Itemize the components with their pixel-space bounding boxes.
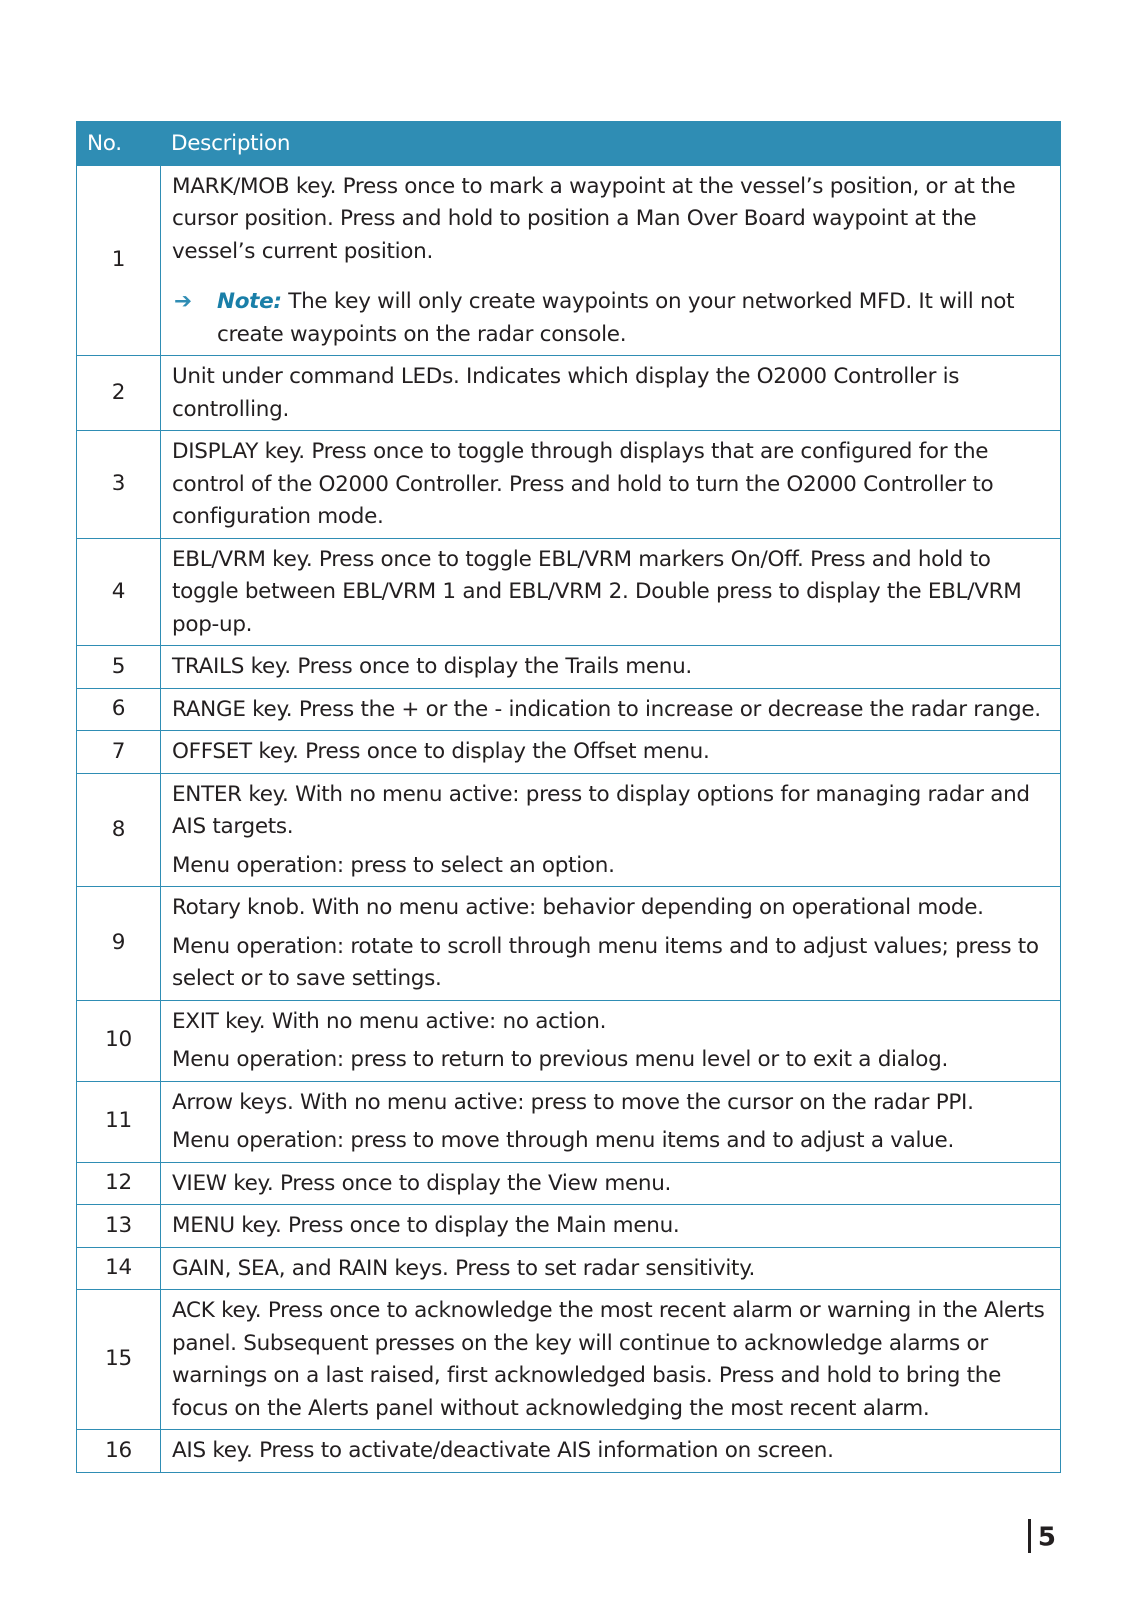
row-number: 9 — [77, 887, 161, 1001]
table-row — [77, 1081, 1061, 1162]
description-text: Menu operation: press to select an option. — [172, 852, 615, 878]
description-text: OFFSET key. Press once to display the Offset menu. — [172, 739, 710, 764]
row-description — [161, 1000, 1061, 1081]
description-text: ENTER key. With no menu active: press to display options for managing radar and AIS targets. — [172, 781, 1030, 839]
table-row — [77, 165, 1061, 356]
page-number — [1028, 1521, 1056, 1555]
row-description — [161, 731, 1061, 774]
row-number: 11 — [77, 1081, 161, 1162]
row-description — [161, 1162, 1061, 1205]
table-row — [77, 431, 1061, 539]
row-number: 5 — [77, 646, 161, 689]
row-number: 3 — [77, 431, 161, 539]
note — [172, 286, 1050, 351]
description-text: AIS key. Press to activate/deactivate AIS information on screen. — [172, 1438, 834, 1463]
row-description — [161, 1430, 1061, 1473]
page-number-text: 5 — [1037, 1522, 1056, 1553]
row-number: 16 — [77, 1430, 161, 1473]
description-text: MARK/MOB key. Press once to mark a waypoint at the vessel’s position, or at the cursor position. Press and hold to position a Man Over Board waypoint at the vessel’s current position. — [172, 173, 1016, 264]
row-description — [161, 646, 1061, 689]
description-text: Unit under command LEDs. Indicates which display the O2000 Controller is controlling. — [172, 364, 960, 422]
row-description — [161, 773, 1061, 887]
row-description — [161, 1081, 1061, 1162]
row-number: 14 — [77, 1247, 161, 1290]
row-number: 15 — [77, 1290, 161, 1430]
description-text: Arrow keys. With no menu active: press to move the cursor on the radar PPI. — [172, 1089, 974, 1115]
table-row — [77, 356, 1061, 431]
description-text: EXIT key. With no menu active: no action. — [172, 1008, 607, 1034]
table-header-row — [77, 122, 1061, 166]
row-description — [161, 887, 1061, 1001]
arrow-right-icon: ➔ — [174, 289, 192, 314]
description-text: VIEW key. Press once to display the View menu. — [172, 1170, 672, 1196]
description-text: ACK key. Press once to acknowledge the most recent alarm or warning in the Alerts panel. Subsequent presses on the key will continue to acknowledge alarms or warnings on a last raised, first acknowledged basis. Press and hold to bring the focus on the Alerts panel without acknowledging the most recent alarm. — [172, 1298, 1045, 1421]
row-number: 7 — [77, 731, 161, 774]
table-row — [77, 1205, 1061, 1248]
description-text: MENU key. Press once to display the Main menu. — [172, 1213, 680, 1238]
row-number: 4 — [77, 538, 161, 646]
row-description — [161, 1205, 1061, 1248]
table-row — [77, 1430, 1061, 1473]
row-number: 2 — [77, 356, 161, 431]
description-text: Rotary knob. With no menu active: behavior depending on operational mode. — [172, 895, 984, 920]
description-text: GAIN, SEA, and RAIN keys. Press to set radar sensitivity. — [172, 1255, 756, 1281]
description-text: TRAILS key. Press once to display the Trails menu. — [172, 654, 692, 679]
description-text: DISPLAY key. Press once to toggle through displays that are configured for the control of the O2000 Controller. Press and hold to turn the O2000 Controller to configuration mode. — [172, 439, 994, 529]
row-number: 13 — [77, 1205, 161, 1248]
row-description — [161, 1247, 1061, 1290]
row-number: 10 — [77, 1000, 161, 1081]
row-number: 6 — [77, 688, 161, 731]
table-row — [77, 1000, 1061, 1081]
table-row — [77, 731, 1061, 774]
row-description — [161, 165, 1061, 356]
column-header-no: No. — [77, 122, 161, 166]
note-label: Note: — [217, 289, 282, 314]
row-description — [161, 688, 1061, 731]
row-number: 8 — [77, 773, 161, 887]
note-text: The key will only create waypoints on your networked MFD. It will not create waypoints on the radar console. — [217, 289, 1015, 347]
row-description — [161, 538, 1061, 646]
table-row — [77, 1162, 1061, 1205]
table-row — [77, 1247, 1061, 1290]
table-row — [77, 1290, 1061, 1430]
row-number: 12 — [77, 1162, 161, 1205]
table-row — [77, 773, 1061, 887]
row-description — [161, 1290, 1061, 1430]
table-row — [77, 887, 1061, 1001]
description-text: EBL/VRM key. Press once to toggle EBL/VRM markers On/Off. Press and hold to toggle between EBL/VRM 1 and EBL/VRM 2. Double press to display the EBL/VRM pop-up. — [172, 546, 1022, 637]
page-number-bar — [1028, 1519, 1031, 1553]
row-number: 1 — [77, 165, 161, 356]
description-text: Menu operation: press to return to previous menu level or to exit a dialog. — [172, 1047, 949, 1072]
key-description-table — [76, 121, 1061, 1473]
description-text: Menu operation: press to move through menu items and to adjust a value. — [172, 1128, 954, 1153]
description-text: Menu operation: rotate to scroll through menu items and to adjust values; press to select or to save settings. — [172, 933, 1039, 991]
description-text: RANGE key. Press the + or the - indication to increase or decrease the radar range. — [172, 696, 1041, 722]
row-description — [161, 431, 1061, 539]
row-description — [161, 356, 1061, 431]
table-row — [77, 538, 1061, 646]
table-row — [77, 646, 1061, 689]
column-header-description: Description — [161, 122, 1061, 166]
table-row — [77, 688, 1061, 731]
